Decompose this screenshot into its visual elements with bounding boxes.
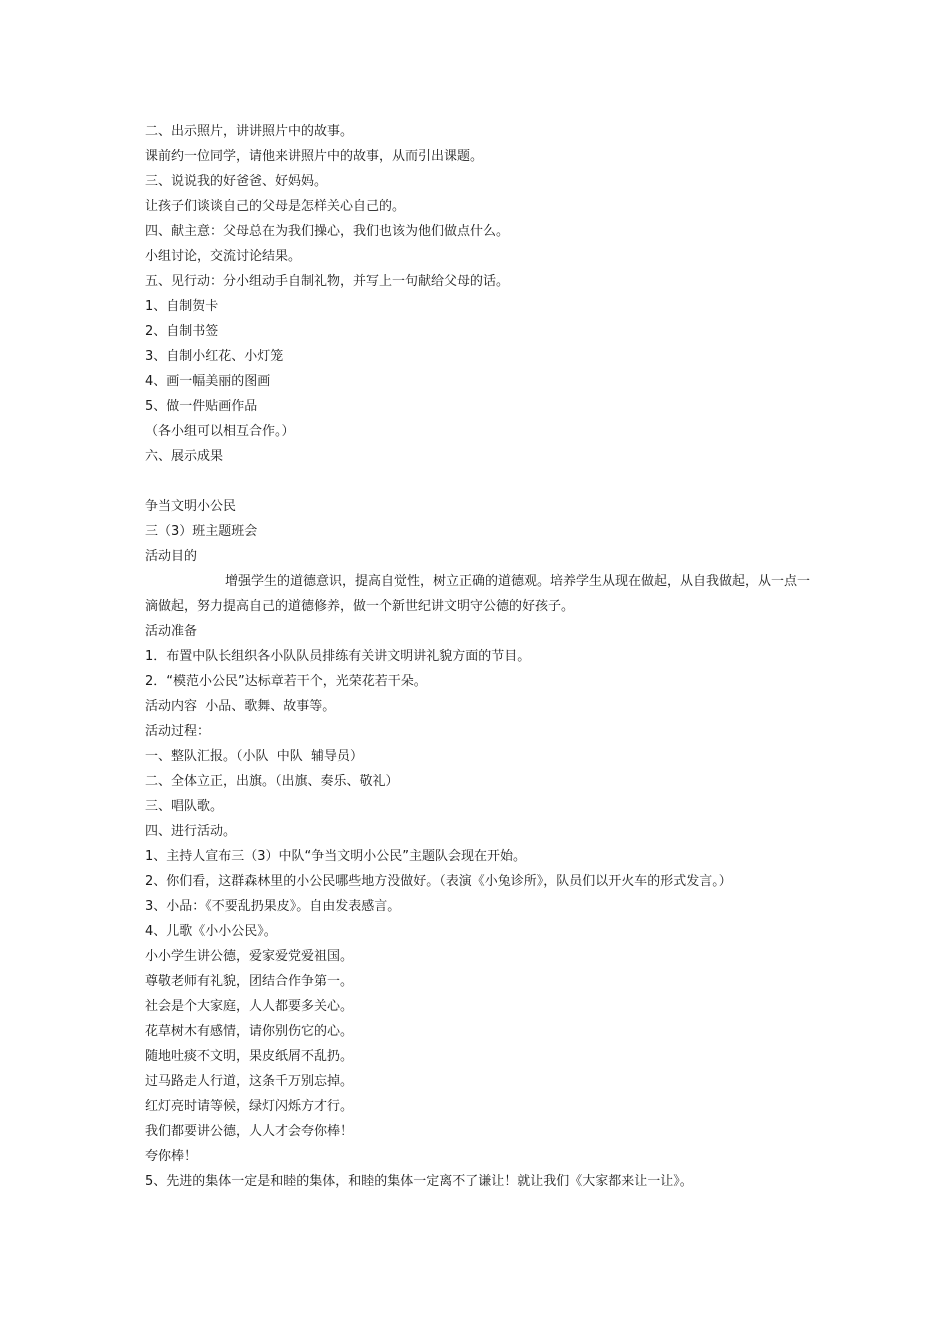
poem-line: 社会是个大家庭，人人都要多关心。 bbox=[145, 999, 354, 1014]
list-item: 5、做一件贴画作品 bbox=[145, 399, 258, 414]
lesson-subtitle: 三（3）班主题班会 bbox=[145, 524, 258, 539]
process-step: 2、你们看，这群森林里的小公民哪些地方没做好。（表演《小兔诊所》，队员们以开火车的形式发言。） bbox=[145, 874, 732, 889]
process-step: 1、主持人宣布三（3）中队“争当文明小公民”主题队会现在开始。 bbox=[145, 849, 527, 864]
text-line: 三、说说我的好爸爸、好妈妈。 bbox=[145, 174, 328, 189]
poem-line: 花草树木有感情，请你别伤它的心。 bbox=[145, 1024, 354, 1039]
document-body bbox=[145, 119, 825, 1194]
goal-text: 增强学生的道德意识，提高自觉性，树立正确的道德观。培养学生从现在做起，从自我做起，从一点一滴做起，努力提高自己的道德修养，做一个新世纪讲文明守公德的好孩子。 bbox=[145, 574, 811, 614]
poem-line: 过马路走人行道，这条千万别忘掉。 bbox=[145, 1074, 354, 1089]
poem-line: 尊敬老师有礼貌，团结合作争第一。 bbox=[145, 974, 354, 989]
text-line: 课前约一位同学，请他来讲照片中的故事，从而引出课题。 bbox=[145, 149, 484, 164]
process-step: 二、全体立正，出旗。（出旗、奏乐、敬礼） bbox=[145, 774, 399, 789]
process-heading: 活动过程： bbox=[145, 724, 211, 739]
process-step: 一、整队汇报。（小队 中队 辅导员） bbox=[145, 749, 364, 764]
list-item: 4、画一幅美丽的图画 bbox=[145, 374, 271, 389]
text-line: 让孩子们谈谈自己的父母是怎样关心自己的。 bbox=[145, 199, 406, 214]
prep-item: 2．“模范小公民”达标章若干个，光荣花若干朵。 bbox=[145, 674, 427, 689]
lesson-title: 争当文明小公民 bbox=[145, 499, 237, 514]
text-line: 五、见行动：分小组动手自制礼物，并写上一句献给父母的话。 bbox=[145, 274, 510, 289]
poem-line: 随地吐痰不文明，果皮纸屑不乱扔。 bbox=[145, 1049, 354, 1064]
process-step: 四、进行活动。 bbox=[145, 824, 237, 839]
list-item: 2、自制书签 bbox=[145, 324, 219, 339]
text-line: 四、献主意：父母总在为我们操心，我们也该为他们做点什么。 bbox=[145, 224, 510, 239]
section-spacer bbox=[145, 469, 825, 494]
prep-heading: 活动准备 bbox=[145, 624, 198, 639]
process-step: 5、先进的集体一定是和睦的集体，和睦的集体一定离不了谦让！就让我们《大家都来让一让》。 bbox=[145, 1174, 693, 1189]
poem-line: 小小学生讲公德，爱家爱党爱祖国。 bbox=[145, 949, 354, 964]
poem-line: 红灯亮时请等候，绿灯闪烁方才行。 bbox=[145, 1099, 354, 1114]
text-line: 二、出示照片，讲讲照片中的故事。 bbox=[145, 124, 354, 139]
content-line: 活动内容 小品、歌舞、故事等。 bbox=[145, 699, 336, 714]
text-line: 小组讨论，交流讨论结果。 bbox=[145, 249, 302, 264]
poem-line: 我们都要讲公德，人人才会夸你棒！ bbox=[145, 1124, 354, 1139]
lesson-a-section bbox=[145, 119, 825, 469]
list-item: 3、自制小红花、小灯笼 bbox=[145, 349, 284, 364]
text-line: 六、展示成果 bbox=[145, 449, 224, 464]
process-step: 3、小品：《不要乱扔果皮》。自由发表感言。 bbox=[145, 899, 401, 914]
lesson-b-section bbox=[145, 494, 825, 1194]
poem-line: 夸你棒！ bbox=[145, 1149, 198, 1164]
text-line: （各小组可以相互合作。） bbox=[145, 424, 295, 439]
process-step: 4、儿歌《小小公民》。 bbox=[145, 924, 277, 939]
goal-heading: 活动目的 bbox=[145, 549, 198, 564]
prep-item: 1．布置中队长组织各小队队员排练有关讲文明讲礼貌方面的节目。 bbox=[145, 649, 531, 664]
process-step: 三、唱队歌。 bbox=[145, 799, 224, 814]
list-item: 1、自制贺卡 bbox=[145, 299, 219, 314]
goal-paragraph bbox=[145, 569, 815, 619]
